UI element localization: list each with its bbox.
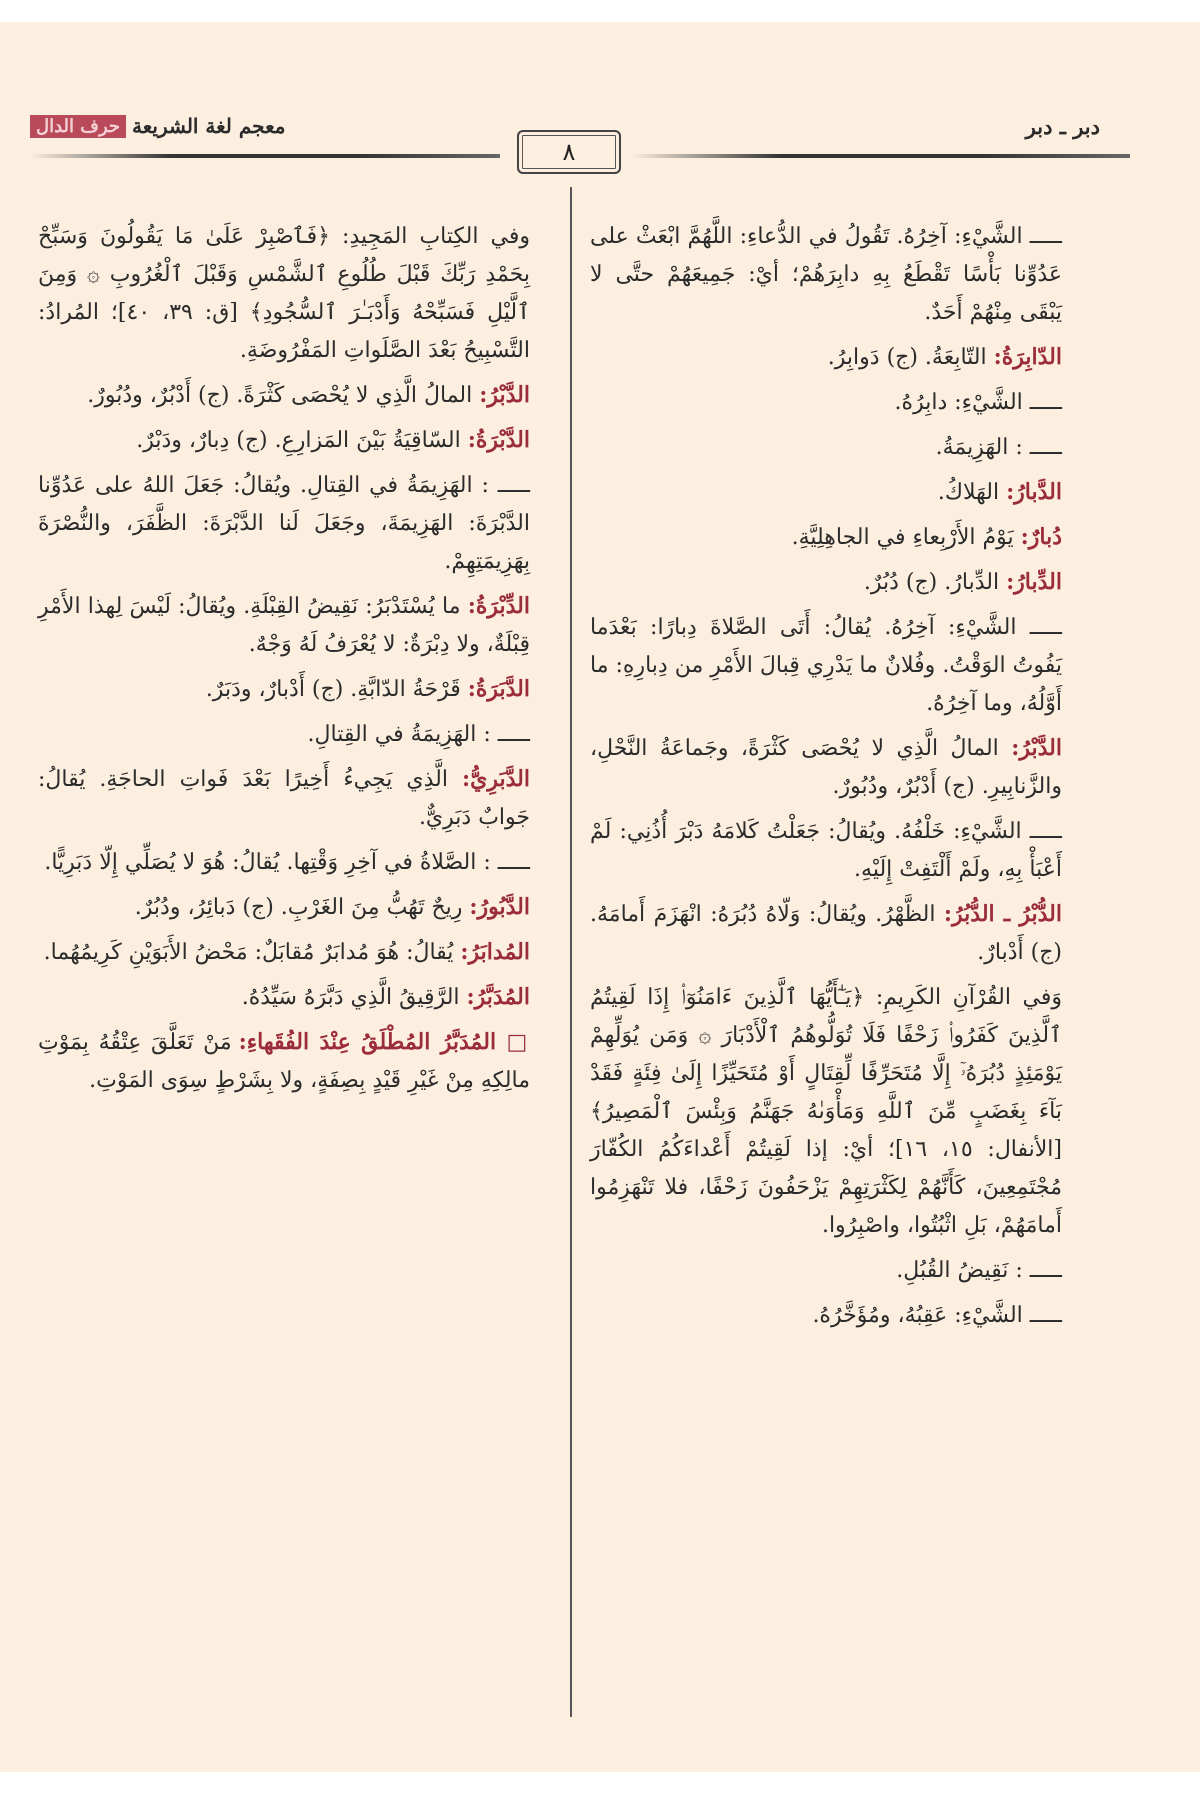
dictionary-entry [590, 383, 1090, 422]
column-divider [570, 187, 572, 1717]
dictionary-entry [38, 1023, 558, 1100]
dictionary-entry [590, 428, 1090, 467]
page-number-box [517, 130, 621, 174]
definition: المالُ الَّذِي لا يُحْصَى كَثْرَةً، وجَماعَةُ النَّحْلِ، والزَّنابِيرِ. (ج) أَدْبُرٌ، ودُبُورٌ. [590, 736, 1062, 799]
definition: ـــــ : الهَزِيمَةُ. [935, 435, 1062, 460]
definition: الرَّقِيقُ الَّذِي دَبَّرَهُ سَيِّدُهُ. [241, 985, 467, 1010]
definition: يَوْمُ الأَرْبِعاءِ في الجاهِلِيَّةِ. [791, 525, 1021, 550]
definition: ـــــ الشَّيْءِ: خَلْفُهُ. ويُقالُ: جَعَلْتُ كَلامَهُ دَبْرَ أُذُنِي: لَمْ أَعْبَأْ بِهِ، ولَمْ أَلْتَفِتْ إِلَيْهِ. [590, 819, 1062, 882]
section-badge: حرف الدال [30, 115, 126, 138]
headword: الدَّبَرَةُ: [467, 676, 530, 702]
definition: يُقالُ: هُوَ مُدابَرٌ مُقابَلٌ: مَحْضُ الأَبَوَيْنِ كَرِيمُهُما. [43, 940, 461, 965]
headword: الدَّبْرُ: [1011, 735, 1062, 761]
dictionary-entry [38, 376, 558, 415]
headword: الدَّبْرُ: [479, 382, 530, 408]
headword: الدّابِرَةُ: [993, 344, 1062, 370]
definition: الظَّهْرُ. ويُقالُ: وَلّاهُ دُبُرَهُ: انْهَزَمَ أَمامَهُ. (ج) أَدْبارٌ. [590, 902, 1062, 965]
dictionary-entry [590, 473, 1090, 512]
dictionary-entry [38, 670, 558, 709]
page-header [30, 114, 1140, 174]
dictionary-entry [590, 518, 1090, 557]
dictionary-entry [590, 812, 1090, 889]
dictionary-entry [590, 729, 1090, 806]
dictionary-entry [38, 760, 558, 837]
left-column [38, 217, 558, 1106]
dictionary-entry [38, 587, 558, 664]
definition: المالُ الَّذِي لا يُحْصَى كَثْرَةً. (ج) أَدْبُرٌ، ودُبُورٌ. [87, 383, 480, 408]
headword: الدَّبارُ: [1006, 479, 1062, 505]
definition: ـــــ : الهَزِيمَةُ في القِتالِ. ويُقالُ: جَعَلَ اللهُ على عَدُوِّنا الدَّبْرَةَ: الهَزِيمَةَ، وجَعَلَ لَنا الدَّبْرَةَ: الظَّفَرَ، والنُّصْرَةَ بِهَزِيمَتِهِمْ. [38, 473, 530, 574]
definition: مَنْ تَعَلَّقَ عِتْقُهُ بِمَوْتِ مالِكِهِ مِنْ غَيْرِ قَيْدٍ بِصِفَةٍ، ولا بِشَرْطٍ سِوَى المَوْتِ. [38, 1030, 530, 1093]
definition: ـــــ : الهَزِيمَةُ في القِتالِ. [307, 722, 530, 747]
definition: السّاقِيَةُ بَيْنَ المَزارِعِ. (ج) دِبارٌ، ودَبْرٌ. [136, 428, 468, 453]
headword: الدُّبْرُ ـ الدُّبُرُ: [943, 901, 1063, 927]
definition: ـــــ الشَّيْءِ: آخِرُهُ. تَقُولُ في الدُّعاءِ: اللَّهُمَّ ابْعَثْ على عَدُوِّنا بَأْسًا تَقْطَعُ بِهِ دابِرَهُمْ؛ أيْ: جَمِيعَهُمْ حتَّى لا يَبْقَى مِنْهُمْ أَحَدٌ. [590, 224, 1062, 325]
headword: المُدَبَّرُ: [466, 984, 530, 1010]
definition: الهَلاكُ. [937, 480, 1007, 505]
definition: ـــــ : نَقِيضُ القُبُلِ. [896, 1258, 1062, 1283]
definition: ـــــ الشَّيْءِ: عَقِبُهُ، ومُؤَخَّرُهُ. [812, 1303, 1062, 1328]
definition: وفي الكِتابِ المَجِيدِ: ﴿فَٱصْبِرْ عَلَىٰ مَا يَقُولُونَ وَسَبِّحْ بِحَمْدِ رَبِّكَ قَبْلَ طُلُوعِ ٱلشَّمْسِ وَقَبْلَ ٱلْغُرُوبِ ۞ وَمِنَ ٱلَّيْلِ فَسَبِّحْهُ وَأَدْبَـٰرَ ٱلسُّجُودِ﴾ [ق: ٣٩، ٤٠]؛ المُرادُ: التَّسْبِيحُ بَعْدَ الصَّلَواتِ المَفْرُوضَةِ. [38, 224, 530, 363]
headword: □ المُدَبَّرُ المُطْلَقُ عِنْدَ الفُقَهاءِ: [238, 1029, 530, 1055]
definition: ما يُسْتَدْبَرُ: نَقِيضُ القِبْلَةِ. ويُقالُ: لَيْسَ لِهذا الأَمْرِ قِبْلَةٌ، ولا دِبْرَةٌ: لا يُعْرَفُ لَهُ وَجْهٌ. [38, 594, 530, 657]
definition: التّابِعَةُ. (ج) دَوابِرُ. [827, 345, 994, 370]
header-rule-left [30, 154, 500, 158]
headword: الدِّبْرَةُ: [467, 593, 530, 619]
dictionary-entry [590, 1251, 1090, 1290]
dictionary-page [0, 22, 1200, 1772]
dictionary-entry [590, 978, 1090, 1245]
definition: الدِّبارُ. (ج) دُبُرٌ. [863, 570, 1007, 595]
dictionary-entry [590, 895, 1090, 972]
dictionary-entry [38, 888, 558, 927]
dictionary-entry [38, 217, 558, 370]
dictionary-entry [590, 338, 1090, 377]
headword: الدَّبْرَةُ: [467, 427, 530, 453]
definition: وَفي القُرْآنِ الكَرِيمِ: ﴿يَـٰٓأَيُّهَا ٱلَّذِينَ ءَامَنُوٓا۟ إِذَا لَقِيتُمُ ٱلَّذِينَ كَفَرُوا۟ زَحْفًا فَلَا تُوَلُّوهُمُ ٱلْأَدْبَارَ ۞ وَمَن يُوَلِّهِمْ يَوْمَئِذٍ دُبُرَهُۥٓ إِلَّا مُتَحَرِّفًا لِّقِتَالٍ أَوْ مُتَحَيِّزًا إِلَىٰ فِئَةٍ فَقَدْ بَآءَ بِغَضَبٍ مِّنَ ٱللَّهِ وَمَأْوَىٰهُ جَهَنَّمُ وَبِئْسَ ٱلْمَصِيرُ﴾ [الأنفال: ١٥، ١٦]؛ أيْ: إذا لَقِيتُمْ أَعْداءَكُمُ الكُفّارَ مُجْتَمِعِينَ، كَأَنَّهُمْ لِكَثْرَتِهِمْ يَزْحَفُونَ زَحْفًا، فلا تَنْهَزِمُوا أَمامَهُمْ، بَلِ اثْبُتُوا، واصْبِرُوا. [590, 985, 1062, 1238]
dictionary-entry [590, 563, 1090, 602]
book-title: معجم لغة الشريعة [132, 114, 286, 138]
definition: ـــــ : الصَّلاةُ في آخِرِ وَقْتِها. يُقالُ: هُوَ لا يُصَلِّي إِلّا دَبَرِيًّا. [44, 850, 530, 875]
dictionary-entry [38, 978, 558, 1017]
dictionary-entry [590, 1296, 1090, 1335]
dictionary-entry [38, 843, 558, 882]
dictionary-entry [590, 608, 1090, 723]
dictionary-entry [38, 933, 558, 972]
headword: المُدابَرُ: [460, 939, 530, 965]
right-column [590, 217, 1090, 1341]
root-range-title: دبر ـ دبر [1025, 114, 1100, 139]
headword: الدَّبَرِيُّ: [462, 766, 530, 792]
headword: الدِّبارُ: [1006, 569, 1062, 595]
dictionary-entry [38, 421, 558, 460]
headword: دُبارٌ: [1020, 524, 1062, 550]
header-rule-right [630, 154, 1130, 158]
definition: الَّذِي يَجِيءُ أَخِيرًا بَعْدَ فَواتِ الحاجَةِ. يُقالُ: جَوابٌ دَبَرِيٌّ. [38, 767, 530, 830]
dictionary-entry [38, 715, 558, 754]
definition: رِيحٌ تَهُبُّ مِنَ الغَرْبِ. (ج) دَبائِرُ، ودُبُرٌ. [134, 895, 470, 920]
page-number: ٨ [562, 138, 576, 166]
definition: ـــــ الشَّيْءِ: آخِرُهُ. يُقالُ: أَتَى الصَّلاةَ دِبارًا: بَعْدَما يَفُوتُ الوَقْتُ. وفُلانٌ ما يَدْرِي قِبالَ الأَمْرِ من دِبارِهِ: ما أَوَّلُهُ، وما آخِرُهُ. [590, 615, 1062, 716]
definition: قَرْحَةُ الدّابَّةِ. (ج) أَدْبارٌ، ودَبَرٌ. [205, 677, 468, 702]
running-title [30, 114, 285, 138]
definition: ـــــ الشَّيْءِ: دابِرُهُ. [894, 390, 1062, 415]
headword: الدَّبُورُ: [469, 894, 530, 920]
dictionary-entry [38, 466, 558, 581]
dictionary-entry [590, 217, 1090, 332]
